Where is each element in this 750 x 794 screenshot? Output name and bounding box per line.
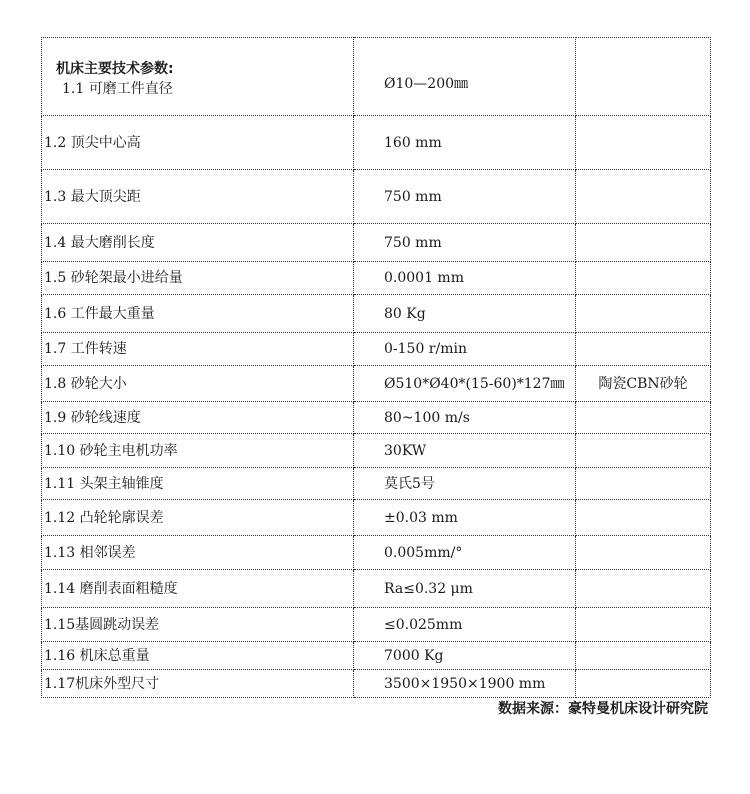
- param-cell: 1.3 最大顶尖距: [42, 170, 354, 224]
- note-cell: [576, 670, 711, 698]
- note-cell: [576, 642, 711, 670]
- value-cell: 30KW: [354, 434, 576, 468]
- table-row: [42, 468, 711, 500]
- note-cell: [576, 468, 711, 500]
- param-cell: 1.15基圆跳动误差: [42, 608, 354, 642]
- param-cell: 1.12 凸轮轮廓误差: [42, 500, 354, 536]
- value-cell: 莫氏5号: [354, 468, 576, 500]
- table-row: [42, 570, 711, 608]
- value-cell: Ra≤0.32 μm: [354, 570, 576, 608]
- table-row: [42, 38, 711, 116]
- value-cell: 160 mm: [354, 116, 576, 170]
- param-cell: 1.10 砂轮主电机功率: [42, 434, 354, 468]
- param-cell: 1.8 砂轮大小: [42, 366, 354, 402]
- param-cell: 1.17机床外型尺寸: [42, 670, 354, 698]
- section-heading: 机床主要技术参数:: [56, 61, 174, 77]
- value-cell: 7000 Kg: [354, 642, 576, 670]
- table-row: [42, 333, 711, 366]
- table-row: [42, 295, 711, 333]
- note-cell: [576, 170, 711, 224]
- note-cell: [576, 262, 711, 295]
- note-cell: [576, 434, 711, 468]
- value-cell: 0.0001 mm: [354, 262, 576, 295]
- param-label: 1.1 可磨工件直径: [62, 81, 173, 97]
- note-cell: [576, 500, 711, 536]
- note-cell: [576, 38, 711, 116]
- table-row: [42, 224, 711, 262]
- table-row: [42, 608, 711, 642]
- table-row: [42, 262, 711, 295]
- note-cell: 陶瓷CBN砂轮: [576, 366, 711, 402]
- value-cell: [354, 38, 576, 116]
- value-cell: ≤0.025mm: [354, 608, 576, 642]
- param-cell: 1.5 砂轮架最小进给量: [42, 262, 354, 295]
- value-cell: Ø510*Ø40*(15-60)*127㎜: [354, 366, 576, 402]
- param-cell: 1.2 顶尖中心高: [42, 116, 354, 170]
- value-cell: 80~100 m/s: [354, 402, 576, 434]
- note-cell: [576, 295, 711, 333]
- note-cell: [576, 116, 711, 170]
- value-cell: 750 mm: [354, 170, 576, 224]
- param-cell: 1.4 最大磨削长度: [42, 224, 354, 262]
- table-row: [42, 500, 711, 536]
- source-note: 数据来源：豪特曼机床设计研究院: [498, 701, 708, 717]
- param-cell: 1.9 砂轮线速度: [42, 402, 354, 434]
- param-cell: [42, 38, 354, 116]
- value-cell: 3500×1950×1900 mm: [354, 670, 576, 698]
- table-row: [42, 536, 711, 570]
- param-cell: 1.6 工件最大重量: [42, 295, 354, 333]
- table-row: [42, 670, 711, 698]
- value-cell: 750 mm: [354, 224, 576, 262]
- note-cell: [576, 402, 711, 434]
- table-row: [42, 642, 711, 670]
- table-row: [42, 434, 711, 468]
- param-cell: 1.16 机床总重量: [42, 642, 354, 670]
- note-cell: [576, 608, 711, 642]
- value-cell: 0-150 r/min: [354, 333, 576, 366]
- note-cell: [576, 570, 711, 608]
- note-cell: [576, 536, 711, 570]
- value-cell: 80 Kg: [354, 295, 576, 333]
- note-cell: [576, 224, 711, 262]
- value-cell: 0.005mm/°: [354, 536, 576, 570]
- value-cell: ±0.03 mm: [354, 500, 576, 536]
- param-cell: 1.14 磨削表面粗糙度: [42, 570, 354, 608]
- table-row: [42, 366, 711, 402]
- param-cell: 1.7 工件转速: [42, 333, 354, 366]
- spec-table: [41, 37, 711, 698]
- table-row: [42, 402, 711, 434]
- table-row: [42, 116, 711, 170]
- note-cell: [576, 333, 711, 366]
- param-cell: 1.13 相邻误差: [42, 536, 354, 570]
- value-text: Ø10—200㎜: [384, 76, 469, 92]
- param-cell: 1.11 头架主轴锥度: [42, 468, 354, 500]
- table-row: [42, 170, 711, 224]
